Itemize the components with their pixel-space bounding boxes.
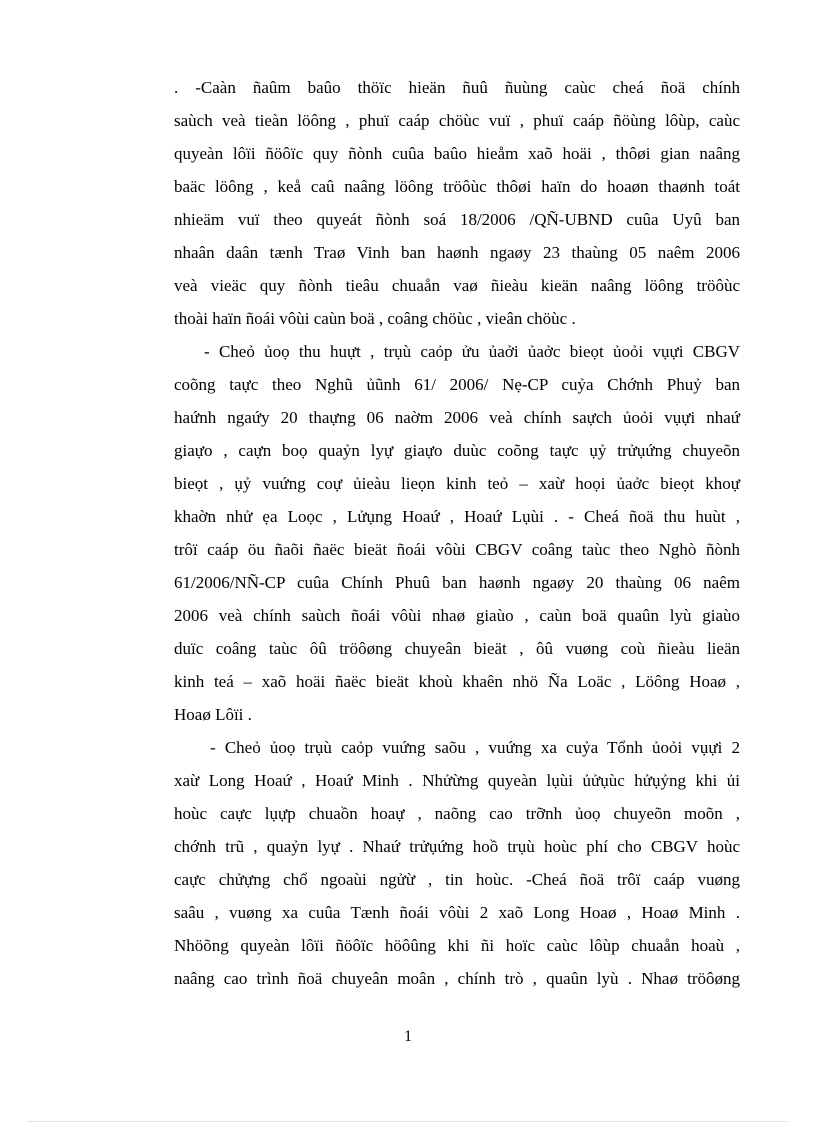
text-line: haứnh ngaứy 20 thaựng 06 naờm 2006 veà chính saựch ủoỏi vụựi nhaứ xyxy=(174,408,740,427)
page-bottom-divider xyxy=(28,1121,788,1122)
text-line: coõng taực theo Nghũ ủũnh 61/ 2006/ Nẹ-CP cuỷa Chớnh Phuỷ ban xyxy=(174,375,740,394)
text-line: naâng cao trình ñoä chuyeân moân , chính trò , quaûn lyù . Nhaø tröôøng xyxy=(174,969,740,988)
page-number: 1 xyxy=(404,1028,412,1045)
text-line: baäc löông , keå caû naâng löông tröôùc thôøi haïn do hoaøn thaønh toát xyxy=(174,177,740,196)
text-line: veà vieäc quy ñònh tieâu chuaån vaø ñieàu kieän naâng löông tröôùc xyxy=(174,276,740,295)
text-line: caực chửựng chổ ngoaùi ngửừ , tin hoùc. -Cheá ñoä trôï caáp vuøng xyxy=(174,870,740,889)
text-line: hoùc caực lụựp chuaồn hoaự , naõng cao trỡnh ủoọ chuyeõn moõn , xyxy=(174,804,740,823)
text-line: chớnh trũ , quaỷn lyự . Nhaứ trửụứng hoồ trụù hoùc phí cho CBGV hoùc xyxy=(174,837,740,856)
text-line: bieọt , ụỷ vuứng coự ủieàu lieọn kinh teỏ – xaừ hoọi ủaởc bieọt khoự xyxy=(174,474,740,493)
text-line: - Cheỏ ủoọ trụù caỏp vuứng saõu , vuứng xa cuỷa Tổnh ủoỏi vụựi 2 xyxy=(210,738,740,757)
text-line: duïc coâng taùc ôû tröôøng chuyeân bieät , ôû vuøng coù ñieàu lieän xyxy=(174,639,740,658)
text-line: nhaân daân tænh Traø Vinh ban haønh ngaøy 23 thaùng 05 naêm 2006 xyxy=(174,243,740,262)
text-line: 2006 veà chính saùch ñoái vôùi nhaø giaùo , caùn boä quaûn lyù giaùo xyxy=(174,606,740,625)
text-line: Nhöõng quyeàn lôïi ñöôïc höôûng khi ñi hoïc caùc lôùp chuaån hoaù , xyxy=(174,936,740,955)
text-line: xaừ Long Hoaứ , Hoaứ Minh . Nhửừng quyeàn lụùi ủửụùc hửụỷng khi ủi xyxy=(174,771,740,790)
text-line: giaựo , caựn boọ quaỷn lyự giaựo duùc coõng taực ụỷ trửụứng chuyeõn xyxy=(174,441,740,460)
text-line: nhieäm vuï theo quyeát ñònh soá 18/2006 /QÑ-UBND cuûa Uyû ban xyxy=(174,210,740,229)
text-line: 61/2006/NÑ-CP cuûa Chính Phuû ban haønh ngaøy 20 thaùng 06 naêm xyxy=(174,573,740,592)
text-line: khaờn nhử ẹa Loọc , Lửụng Hoaứ , Hoaứ Lụùi . - Cheá ñoä thu huùt , xyxy=(174,507,740,526)
text-line: saâu , vuøng xa cuûa Tænh ñoái vôùi 2 xaõ Long Hoaø , Hoaø Minh . xyxy=(174,903,740,922)
text-line: thoài haïn ñoái vôùi caùn boä , coâng chöùc , vieân chöùc . xyxy=(174,309,576,328)
text-line: Hoaø Lôïi . xyxy=(174,705,252,724)
text-line: trôï caáp öu ñaõi ñaëc bieät ñoái vôùi CBGV coâng taùc theo Nghò ñònh xyxy=(174,540,740,559)
text-line: - Cheỏ ủoọ thu huựt , trụù caỏp ửu ủaởi ủaởc bieọt ủoỏi vụựi CBGV xyxy=(204,342,740,361)
text-line: quyeàn lôïi ñöôïc quy ñònh cuûa baûo hieåm xaõ hoäi , thôøi gian naâng xyxy=(174,144,740,163)
text-line: saùch veà tieàn löông , phuï caáp chöùc vuï , phuï caáp ñöùng lôùp, caùc xyxy=(174,111,740,130)
text-line: . -Caàn ñaûm baûo thöïc hieän ñuû ñuùng caùc cheá ñoä chính xyxy=(174,78,740,97)
text-line: kinh teá – xaõ hoäi ñaëc bieät khoù khaên nhö Ña Loäc , Löông Hoaø , xyxy=(174,672,740,691)
